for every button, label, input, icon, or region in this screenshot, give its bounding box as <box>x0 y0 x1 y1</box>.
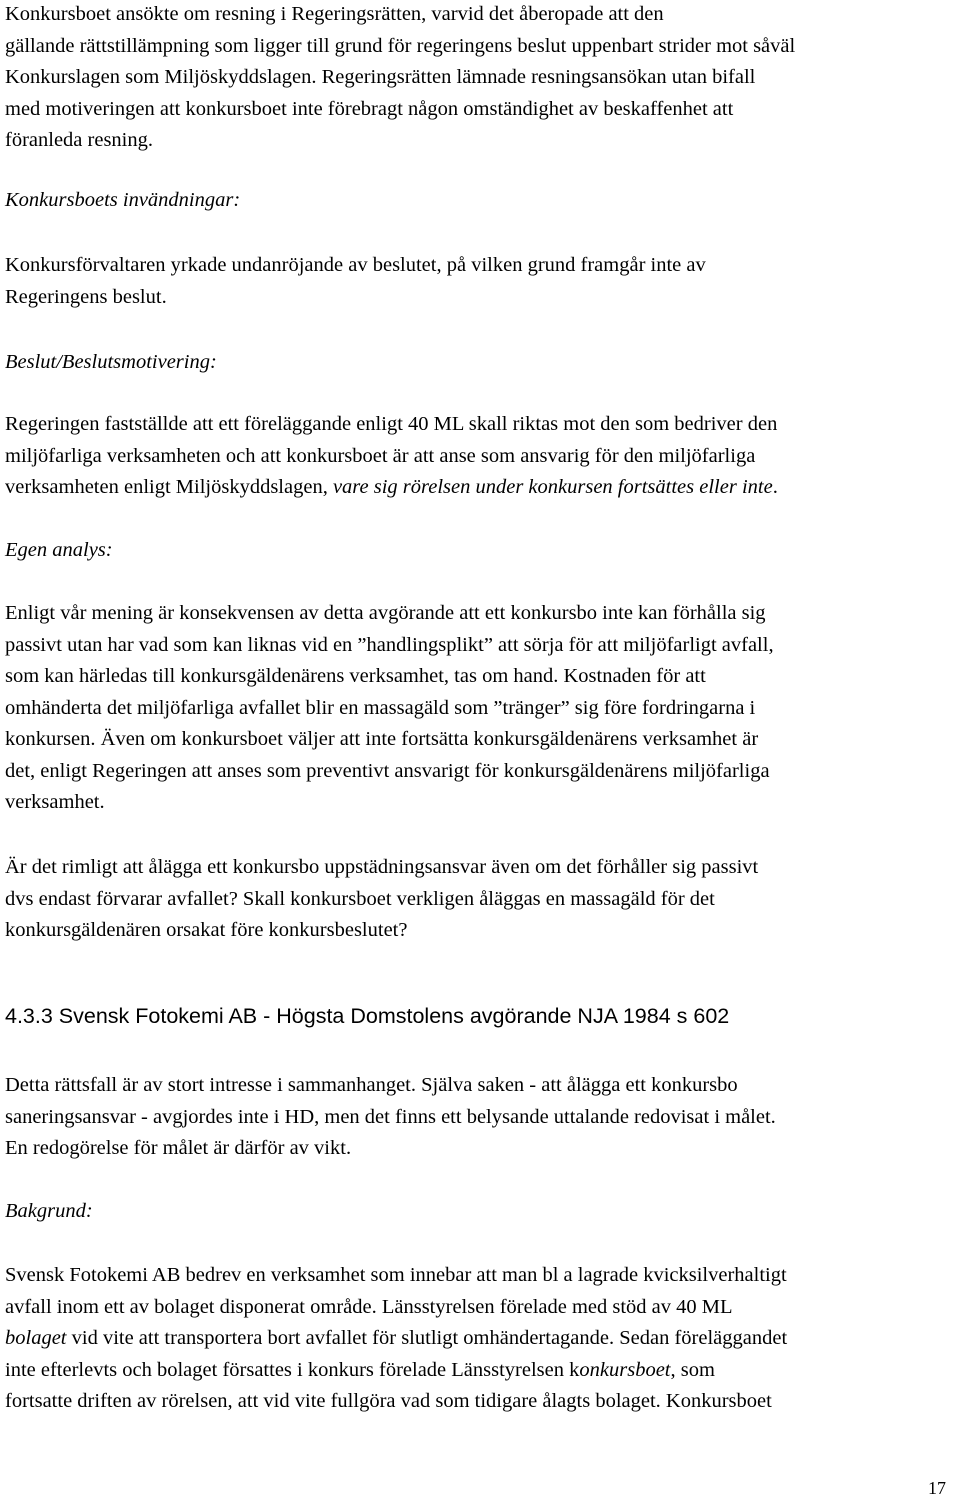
paragraph-bakgrund <box>5 1260 787 1418</box>
paragraph-beslut <box>5 409 778 504</box>
text-line: avfall inom ett av bolaget disponerat område. Länsstyrelsen förelade med stöd av 40 ML <box>5 1295 733 1318</box>
text-line: Svensk Fotokemi AB bedrev en verksamhet som innebar att man bl a lagrade kvicksilverhaltigt <box>5 1264 787 1286</box>
text-line: Konkursboet ansökte om resning i Regeringsrätten, varvid det åberopade att den <box>5 3 664 25</box>
text-plain: . <box>772 476 778 498</box>
section-heading-4-3-3: 4.3.3 Svensk Fotokemi AB - Högsta Domstolens avgörande NJA 1984 s 602 <box>5 1004 730 1028</box>
text-line <box>5 1323 787 1355</box>
text-line: passivt utan har vad som kan liknas vid en ”handlingsplikt” att sörja för att miljöfarligt avfall, <box>5 633 774 656</box>
text-line: Konkursförvaltaren yrkade undanröjande av beslutet, på vilken grund framgår inte av <box>5 254 706 276</box>
text-plain: , som <box>670 1358 715 1381</box>
text-line: verksamhet. <box>5 791 105 813</box>
page-number: 17 <box>928 1478 946 1498</box>
text-line: Är det rimligt att ålägga ett konkursbo uppstädningsansvar även om det förhåller sig passivt <box>5 856 759 878</box>
text-line: som kan härledas till konkursgäldenärens verksamhet, tas om hand. Kostnaden för att <box>5 665 706 687</box>
text-plain: vid vite att transportera bort avfallet för slutligt omhändertagande. Sedan föreläggandet <box>66 1327 788 1349</box>
text-plain: inte efterlevts och bolaget försattes i konkurs förelade Länsstyrelsen k <box>5 1358 580 1381</box>
text-line: En redogörelse för målet är därför av vikt. <box>5 1137 352 1159</box>
text-line: konkursgäldenären orsakat före konkursbeslutet? <box>5 919 408 941</box>
text-line: med motiveringen att konkursboet inte förebragt någon omständighet av beskaffenhet att <box>5 97 734 120</box>
text-line: Konkurslagen som Miljöskyddslagen. Regeringsrätten lämnade resningsansökan utan bifall <box>5 66 756 88</box>
text-line <box>5 472 778 504</box>
text-line: fortsatte driften av rörelsen, att vid vite fullgöra vad som tidigare ålagts bolaget. Konkursboet <box>5 1390 772 1412</box>
text-line: föranleda resning. <box>5 129 153 151</box>
text-line: Enligt vår mening är konsekvensen av detta avgörande att ett konkursbo inte kan förhålla sig <box>5 602 766 624</box>
paragraph-invandningar <box>5 250 706 313</box>
text-line: gällande rättstillämpning som ligger till grund för regeringens beslut uppenbart strider mot såväl <box>5 34 796 57</box>
heading-text: Beslut/Beslutsmotivering: <box>5 351 217 373</box>
text-line: det, enligt Regeringen att anses som preventivt ansvarigt för konkursgäldenärens miljöfarliga <box>5 759 770 782</box>
text-line: konkursen. Även om konkursboet väljer att inte fortsätta konkursgäldenärens verksamhet är <box>5 728 759 750</box>
text-line: omhänderta det miljöfarliga avfallet blir en massagäld som ”tränger” sig före fordringarna i <box>5 696 756 719</box>
heading-text: Egen analys: <box>5 539 113 561</box>
heading-bakgrund: Bakgrund: <box>5 1200 93 1222</box>
heading-egen-analys <box>5 535 113 567</box>
text-italic: onkursboet <box>579 1358 671 1381</box>
paragraph-rattsfall <box>5 1070 776 1165</box>
text-line: Regeringen fastställde att ett föreläggande enligt 40 ML skall riktas mot den som bedriver den <box>5 413 778 435</box>
heading-konkursboets-invandningar: Konkursboets invändningar: <box>5 189 241 211</box>
text-line: Detta rättsfall är av stort intresse i sammanhanget. Själva saken - att ålägga ett konkursbo <box>5 1074 738 1096</box>
text-line: saneringsansvar - avgjordes inte i HD, men det finns ett belysande uttalande redovisat i målet. <box>5 1105 776 1128</box>
paragraph-analys <box>5 598 774 819</box>
paragraph-resning <box>5 0 795 157</box>
text-line <box>5 1355 787 1387</box>
heading-beslutsmotivering <box>5 347 217 379</box>
text-italic: vare sig rörelsen under konkursen fortsättes eller inte <box>332 476 773 498</box>
text-line: miljöfarliga verksamheten och att konkursboet är att anse som ansvarig för den miljöfarliga <box>5 444 756 467</box>
text-italic: bolaget <box>5 1327 67 1349</box>
paragraph-fragor <box>5 852 758 947</box>
text-plain: verksamheten enligt Miljöskyddslagen, <box>5 476 333 498</box>
text-line: Regeringens beslut. <box>5 285 167 308</box>
text-line: dvs endast förvarar avfallet? Skall konkursboet verkligen åläggas en massagäld för det <box>5 887 715 910</box>
